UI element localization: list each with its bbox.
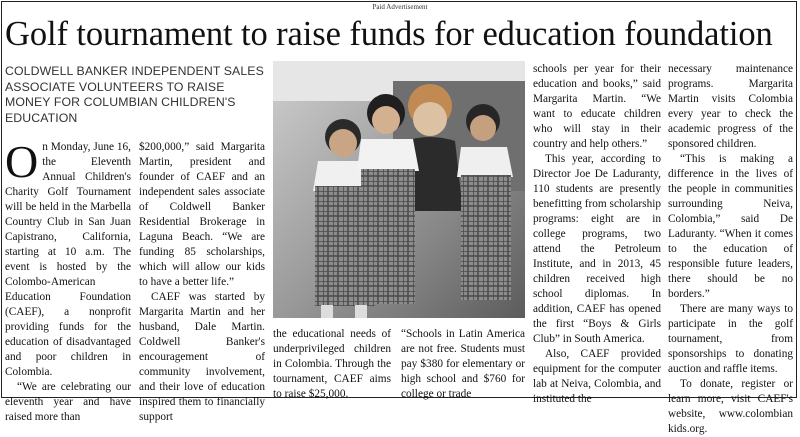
article-column-6 bbox=[668, 62, 793, 437]
drop-cap: O bbox=[5, 136, 39, 187]
article-column-1 bbox=[5, 136, 131, 425]
photo-image bbox=[273, 61, 525, 318]
paid-advertisement-label: Paid Advertisement bbox=[372, 3, 428, 11]
paragraph: schools per year for their education and books,” said Margarita Martin. “We want to educate children who will stay in their country and help others.” bbox=[533, 63, 661, 150]
paragraph: This year, according to Director Joe De Laduranty, 110 students are presently benefitting from scholarship programs: eight are in college programs, two attend the Petroleum Institute, and in 2013, 45 children received high school diplomas. In addition, CAEF has opened the first “Boys & Girls Club” in South America. bbox=[533, 153, 662, 345]
paragraph: “This is making a difference in the lives of the people in communities surrounding Neiva, Colombia,” said De Laduranty. “When it comes to the education of responsible future leaders, there should be no borders.” bbox=[668, 153, 793, 300]
paragraph: “We are celebrating our eleventh year and have raised more than bbox=[5, 381, 131, 423]
paragraph-text: n Monday, June 16, the Eleventh Annual Children's Charity Golf Tournament will be held in the Marbella Country Club in San Juan Capistrano, California, starting at 10 a.m. The event is hosted by the Colombo-American Education Foundation (CAEF), a nonprofit providing funds for the education of disadvantaged and poor children in Colombia. bbox=[5, 141, 131, 378]
photo-woman-with-schoolgirls bbox=[273, 61, 525, 318]
deck-subheadline: COLDWELL BANKER INDEPENDENT SALES ASSOCIATE VOLUNTEERS TO RAISE MONEY FOR COLUMBIAN CHILDREN'S EDUCATION bbox=[5, 64, 264, 125]
paragraph: There are many ways to participate in the golf tournament, from sponsorships to donating auction and raffle items. bbox=[668, 303, 793, 375]
article-column-4 bbox=[401, 327, 525, 402]
paragraph: $200,000,” said Margarita Martin, president and founder of CAEF and an independent sales associate of Coldwell Banker Residential Brokerage in Laguna Beach. “We are funding 85 scholarships, which will allow our kids to have a better life.” bbox=[139, 141, 265, 288]
article-column-5 bbox=[533, 62, 661, 407]
article-column-2 bbox=[139, 140, 265, 425]
paragraph: necessary maintenance programs. Margarita Martin visits Colombia every year to check the academic progress of the sponsored children. bbox=[668, 63, 793, 150]
headline: Golf tournament to raise funds for education foundation bbox=[5, 15, 773, 53]
paragraph: CAEF was started by Margarita Martin and her husband, Dale Martin. Coldwell Banker's encouragement of community involvement, and their love of education inspired them to financially support bbox=[139, 291, 265, 423]
article-column-3 bbox=[273, 327, 391, 402]
paragraph: Also, CAEF provided equipment for the computer lab at Neiva, Colombia, and instituted the bbox=[533, 348, 661, 405]
paragraph: the educational needs of underprivileged children in Colombia. Through the tournament, CAEF aims to raise $25,000. bbox=[273, 328, 391, 400]
paragraph: “Schools in Latin America are not free. Students must pay $380 for elementary or high school and $760 for college or trade bbox=[401, 328, 525, 400]
paragraph: To donate, register or learn more, visit CAEF's website, www.colombian kids.org. bbox=[668, 378, 793, 435]
paragraph bbox=[5, 136, 131, 380]
